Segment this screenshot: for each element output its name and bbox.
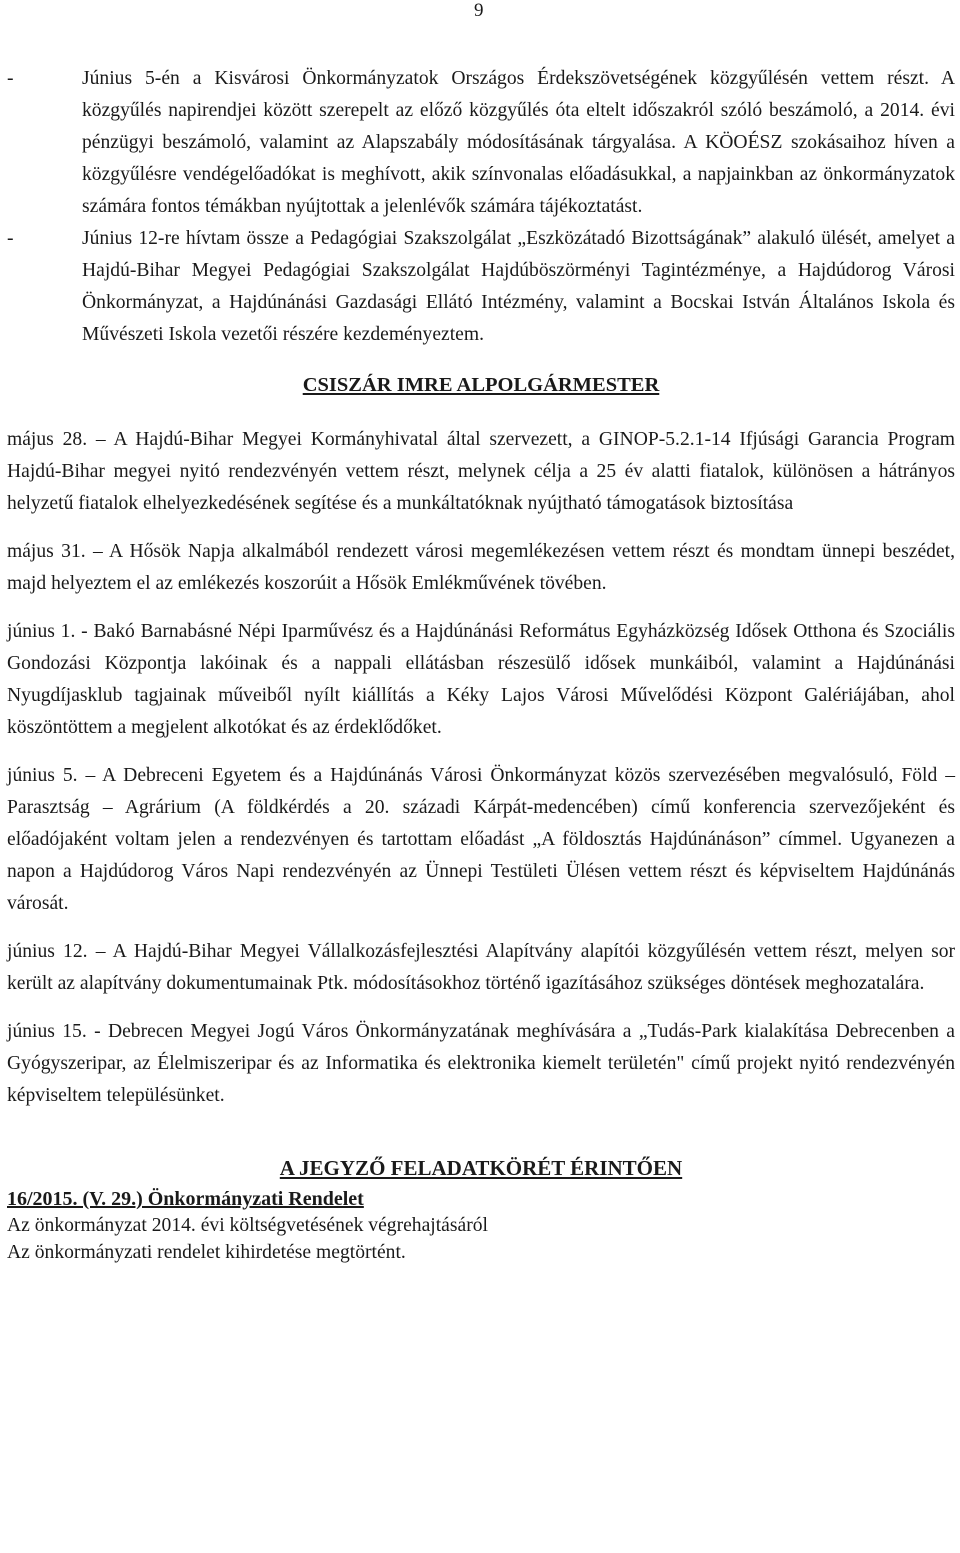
diary-entry: [7, 424, 955, 520]
entry-date: május 28.: [7, 429, 88, 450]
entry-date: június 1.: [7, 621, 76, 642]
section-heading-jegyzo: A JEGYZŐ FELADATKÖRÉT ÉRINTŐEN: [279, 1156, 683, 1180]
entry-date: június 5.: [7, 765, 78, 786]
page-number: 9: [474, 0, 484, 21]
entry-text: – A Hősök Napja alkalmából rendezett városi megemlékezésen vettem részt és mondtam ünnepi beszédet, majd helyeztem el az emlékezés koszorúit a Hősök Emlékművének tövében.: [7, 541, 955, 594]
entry-text: - Debrecen Megyei Jogú Város Önkormányzatának meghívására a „Tudás-Park kialakítása Debrecenben a Gyógyszeripar, az Élelmiszeripar és az Informatika és elektronika kiemelt területén" című projekt nyitó rendezvényén képviseltem településünket.: [7, 1021, 956, 1106]
bullet-text: Június 12-re hívtam össze a Pedagógiai Szakszolgálat „Eszközátadó Bizottságának” alakuló ülését, amelyet a Hajdú-Bihar Megyei Pedagógiai Szakszolgálat Hajdúböszörményi Tagintézménye, a Hajdúdorog Városi Önkormányzat, a Hajdúnánási Gazdasági Ellátó Intézmény, valamint a Bocskai István Általános Iskola és Művészeti Iskola vezetői részére kezdeményeztem.: [82, 228, 955, 345]
bullet-item: [7, 223, 955, 351]
bullet-marker: -: [7, 228, 14, 249]
entry-date: június 12.: [7, 941, 88, 962]
bullet-marker: -: [7, 68, 14, 89]
diary-entry: [7, 536, 955, 600]
diary-entry: [7, 760, 955, 920]
entry-date: május 31.: [7, 541, 86, 562]
entry-text: – A Hajdú-Bihar Megyei Vállalkozásfejlesztési Alapítvány alapítói közgyűlésén vettem részt, melyen sor került az alapítvány dokumentumainak Ptk. módosításokhoz történő igazításához szükséges döntések meghozatalára.: [7, 941, 956, 994]
entry-date: június 15.: [7, 1021, 87, 1042]
decree-status: Az önkormányzati rendelet kihirdetése megtörtént.: [7, 1242, 406, 1263]
bullet-text: Június 5-én a Kisvárosi Önkormányzatok Országos Érdekszövetségének közgyűlésén vettem részt. A közgyűlés napirendjei között szerepelt az előző közgyűlés óta eltelt időszakról szóló beszámoló, a 2014. évi pénzügyi beszámoló, valamint az Alapszabály módosításának tárgyalása. A KÖOÉSZ szokásaihoz híven a közgyűlésre vendégelőadókat is meghívott, akik színvonalas előadásukkal, a napjainkban az önkormányzatok számára fontos témákban nyújtottak a jelenlévők számára tájékoztatást.: [82, 68, 955, 217]
entry-text: - Bakó Barnabásné Népi Iparművész és a Hajdúnánási Református Egyházközség Idősek Otthona és Szociális Gondozási Központja lakóinak és a nappali ellátásban részesülő idősek munkáiból, valamint a Hajdúnánási Nyugdíjasklub tagjainak műveiből nyílt kiállítás a Kéky Lajos Városi Művelődési Központ Galériájában, ahol köszöntöttem a megjelent alkotókat és az érdeklődőket.: [7, 621, 956, 738]
entry-text: – A Debreceni Egyetem és a Hajdúnánás Városi Önkormányzat közös szervezésében megvalósuló, Föld – Parasztság – Agrárium (A földkérdés a 20. századi Kárpát-medencében) című konferencia szervezőjeként és előadójaként voltam jelen a rendezvényen és tartottam előadást „A földosztás Hajdúnánáson” címmel. Ugyanezen a napon a Hajdúdorog Város Napi rendezvényén az Ünnepi Testületi Ülésen vettem részt és képviseltem Hajdúnánás városát.: [7, 765, 956, 914]
decree-subject: Az önkormányzat 2014. évi költségvetésének végrehajtásáról: [7, 1215, 488, 1236]
diary-entry: [7, 1016, 955, 1112]
bullet-item: [7, 63, 955, 223]
diary-entry: [7, 936, 955, 1000]
diary-entry: [7, 616, 955, 744]
document-body: [7, 63, 955, 1266]
section-heading-alpolgarmester: CSISZÁR IMRE ALPOLGÁRMESTER: [302, 374, 660, 396]
entry-text: – A Hajdú-Bihar Megyei Kormányhivatal által szervezett, a GINOP-5.2.1-14 Ifjúsági Garancia Program Hajdú-Bihar megyei nyitó rendezvényén vettem részt, melynek célja a 25 év alatti fiatalok, különösen a hátrányos helyzetű fiatalok elhelyezkedésének segítése és a munkáltatóknak nyújtható támogatások biztosítása: [7, 429, 956, 514]
decree-title: 16/2015. (V. 29.) Önkormányzati Rendelet: [7, 1188, 364, 1210]
bullet-list: [7, 63, 955, 351]
